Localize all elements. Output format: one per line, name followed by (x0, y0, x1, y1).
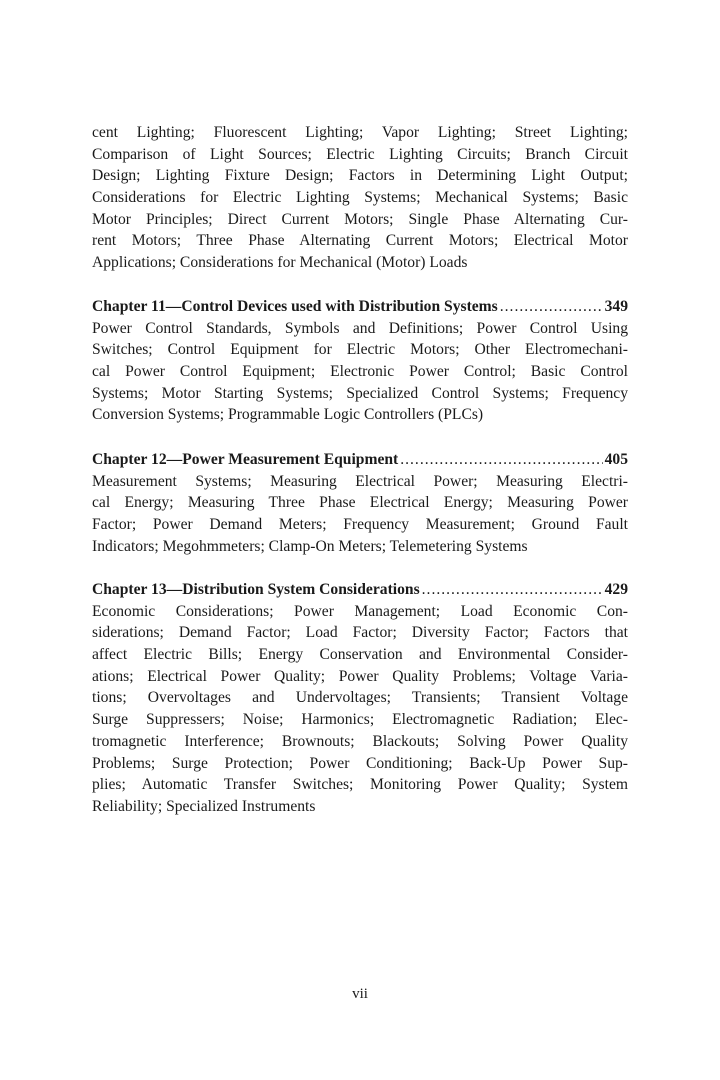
dot-leader (400, 449, 602, 471)
topic-line: Surge Suppressers; Noise; Harmonics; Electromagnetic Radiation; Elec- (92, 711, 628, 729)
topic-line: Problems; Surge Protection; Power Conditioning; Back-Up Power Sup- (92, 754, 628, 772)
chapter-12-entry (92, 449, 628, 557)
topic-line: cent Lighting; Fluorescent Lighting; Vapor Lighting; Street Lighting; (92, 124, 628, 141)
dot-leader (422, 579, 603, 601)
topic-line: Economic Considerations; Power Management; Load Economic Con- (92, 602, 628, 620)
topic-line: Comparison of Light Sources; Electric Lighting Circuits; Branch Circuit (92, 145, 628, 163)
topic-line: affect Electric Bills; Energy Conservation and Environmental Consider- (92, 646, 628, 664)
topic-line: Conversion Systems; Programmable Logic Controllers (PLCs) (92, 406, 484, 424)
chapter-title[interactable]: Chapter 11—Control Devices used with Distribution Systems (92, 298, 498, 315)
topic-line: Considerations for Electric Lighting Systems; Mechanical Systems; Basic (92, 189, 628, 207)
topic-line: ations; Electrical Power Quality; Power Quality Problems; Voltage Varia- (92, 667, 628, 685)
topic-line: Motor Principles; Direct Current Motors; Single Phase Alternating Cur- (92, 210, 628, 228)
topic-line: Switches; Control Equipment for Electric Motors; Other Electromechani- (92, 341, 628, 359)
chapter-13-entry (92, 579, 628, 818)
chapter-page-number[interactable]: 429 (604, 581, 628, 598)
page-number: vii (352, 986, 368, 1002)
chapter-heading[interactable] (92, 296, 628, 318)
chapter-heading[interactable] (92, 579, 628, 601)
topic-line: Systems; Motor Starting Systems; Specialized Control Systems; Frequency (92, 384, 628, 402)
topic-line: Applications; Considerations for Mechanical (Motor) Loads (92, 254, 468, 272)
topic-line: Indicators; Megohmmeters; Clamp-On Meters; Telemetering Systems (92, 537, 528, 555)
topic-line: Power Control Standards, Symbols and Definitions; Power Control Using (92, 319, 628, 337)
topic-line: tromagnetic Interference; Brownouts; Blackouts; Solving Power Quality (92, 732, 628, 750)
topic-line: siderations; Demand Factor; Load Factor; Diversity Factor; Factors that (92, 624, 628, 642)
dot-leader (500, 296, 603, 318)
topic-line: tions; Overvoltages and Undervoltages; Transients; Transient Voltage (92, 689, 628, 707)
topic-line: Reliability; Specialized Instruments (92, 797, 316, 815)
topic-line: cal Energy; Measuring Three Phase Electrical Energy; Measuring Power (92, 494, 628, 512)
chapter-title[interactable]: Chapter 12—Power Measurement Equipment (92, 451, 399, 468)
topic-line: rent Motors; Three Phase Alternating Current Motors; Electrical Motor (92, 232, 628, 250)
chapter-page-number[interactable]: 405 (604, 451, 628, 468)
topic-line: cal Power Control Equipment; Electronic Power Control; Basic Control (92, 363, 628, 381)
topic-line: Design; Lighting Fixture Design; Factors in Determining Light Output; (92, 167, 628, 185)
topic-line: plies; Automatic Transfer Switches; Monitoring Power Quality; System (92, 776, 628, 794)
continued-topics (92, 122, 628, 274)
chapter-11-entry (92, 296, 628, 426)
topic-line: Factor; Power Demand Meters; Frequency Measurement; Ground Fault (92, 516, 628, 534)
chapter-page-number[interactable]: 349 (604, 298, 628, 315)
chapter-title[interactable]: Chapter 13—Distribution System Considerations (92, 581, 420, 598)
topic-line: Measurement Systems; Measuring Electrical Power; Measuring Electri- (92, 472, 628, 490)
chapter-heading[interactable] (92, 449, 628, 471)
